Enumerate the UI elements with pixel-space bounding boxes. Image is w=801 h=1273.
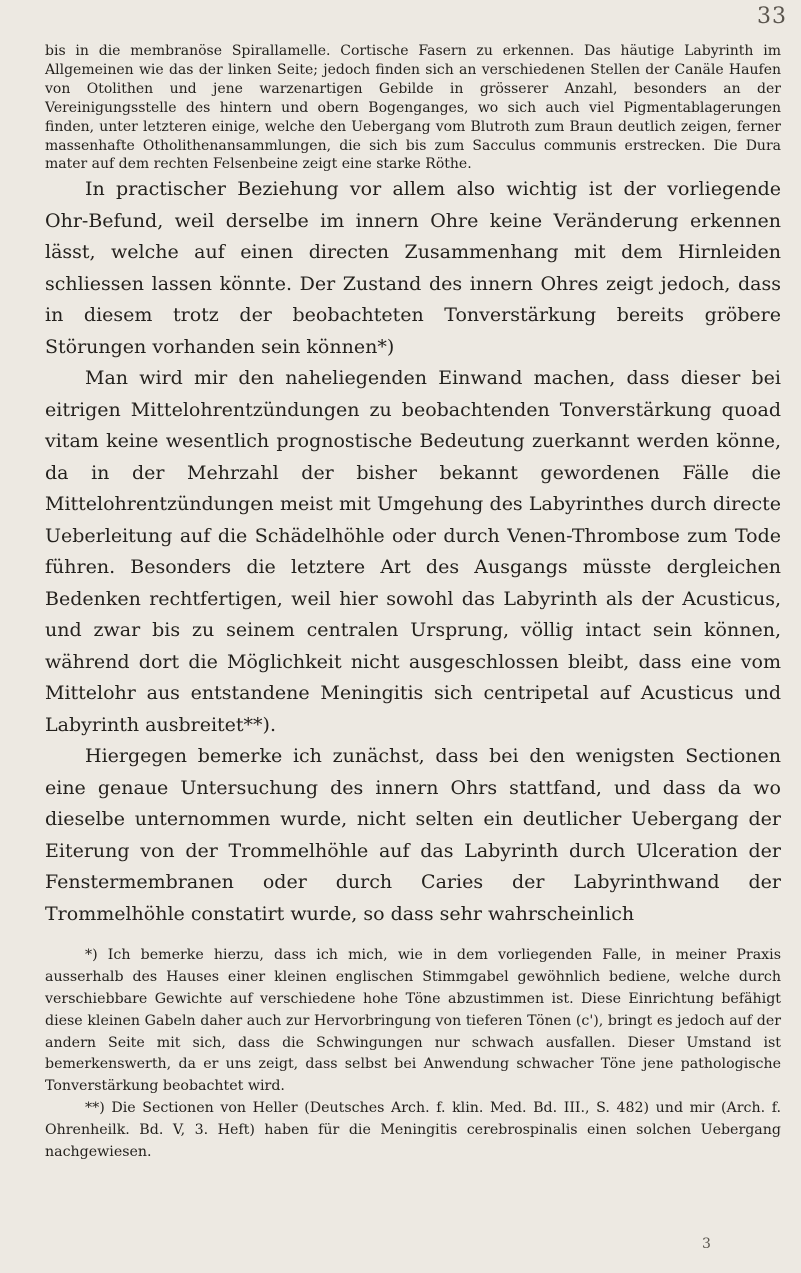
- page-text: [45, 42, 781, 1163]
- practical-relevance-paragraph: In practischer Beziehung vor allem also wichtig ist der vorliegende Ohr-Befund, weil derselbe im innern Ohre keine Veränderung erkennen lässt, welche auf einen directen Zusammenhang mit dem Hirnleiden schliessen lassen könnte. Der Zustand des innern Ohres zeigt jedoch, dass in diesem trotz der beobachteten Tonverstärkung bereits gröbere Störungen vorhanden sein können*): [45, 178, 781, 358]
- response-paragraph: Hiergegen bemerke ich zunächst, dass bei den wenigsten Sectionen eine genaue Untersuchung des innern Ohrs stattfand, und dass da wo dieselbe unternommen wurde, nicht selten ein deutlicher Uebergang der Eiterung von der Trommelhöhle auf das Labyrinth durch Ulceration der Fenstermembranen oder durch Caries der Labyrinthwand der Trommelhöhle constatirt wurde, so dass sehr wahrscheinlich: [45, 745, 781, 925]
- footnote-2: **) Die Sectionen von Heller (Deutsches Arch. f. klin. Med. Bd. III., S. 482) und mir (Arch. f. Ohrenheilk. Bd. V, 3. Heft) haben für die Meningitis cerebrospinalis einen solchen Uebergang nachgewiesen.: [45, 1099, 781, 1160]
- footnotes: [45, 945, 781, 1163]
- objection-paragraph: Man wird mir den naheliegenden Einwand machen, dass dieser bei eitrigen Mittelohrentzündungen zu beobachtenden Tonverstärkung quoad vitam keine wesentlich prognostische Bedeutung zuerkannt werden könne, da in der Mehrzahl der bisher bekannt gewordenen Fälle die Mittelohrentzündungen meist mit Umgehung des Labyrinthes durch directe Ueberleitung auf die Schädelhöhle oder durch Venen-Thrombose zum Tode führen. Besonders die letztere Art des Ausgangs müsste dergleichen Bedenken rechtfertigen, weil hier sowohl das Labyrinth als der Acusticus, und zwar bis zu seinem centralen Ursprung, völlig intact sein können, während dort die Möglichkeit nicht ausgeschlossen bleibt, dass eine vom Mittelohr aus entstandene Meningitis sich centripetal auf Acusticus und Labyrinth ausbreitet**).: [45, 367, 781, 736]
- footnote-1: *) Ich bemerke hierzu, dass ich mich, wie in dem vorliegenden Falle, in meiner Praxis ausserhalb des Hauses einer kleinen englischen Stimmgabel gewöhnlich bediene, welche durch verschiebbare Gewichte auf verschiedene hohe Töne abzustimmen ist. Diese Einrichtung befähigt diese kleinen Gabeln daher auch zur Hervorbringung von tieferen Tönen (c'), bringt es jedoch auf der andern Seite mit sich, dass die Schwingungen nur schwach ausfallen. Dieser Umstand ist bemerkenswerth, da er uns zeigt, dass selbst bei Anwendung schwacher Töne jene pathologische Tonverstärkung beobachtet wird.: [45, 947, 781, 1095]
- signature-mark: 3: [702, 1236, 711, 1252]
- continuation-paragraph: bis in die membranöse Spirallamelle. Cortische Fasern zu erkennen. Das häutige Labyrinth im Allgemeinen wie das der linken Seite; jedoch finden sich an verschiedenen Stellen der Canäle Haufen von Otolithen und jene warzenartigen Gebilde in grösserer Anzahl, besonders an der Vereinigungsstelle des hintern und obern Bogenganges, wo sich auch viel Pigmentablagerungen finden, unter letzteren einige, welche den Uebergang vom Blutroth zum Braun deutlich zeigen, ferner massenhafte Otholithenansammlungen, die sich bis zum Sacculus communis erstrecken. Die Dura mater auf dem rechten Felsenbeine zeigt eine starke Röthe.: [45, 43, 781, 173]
- page-number: 33: [757, 4, 787, 29]
